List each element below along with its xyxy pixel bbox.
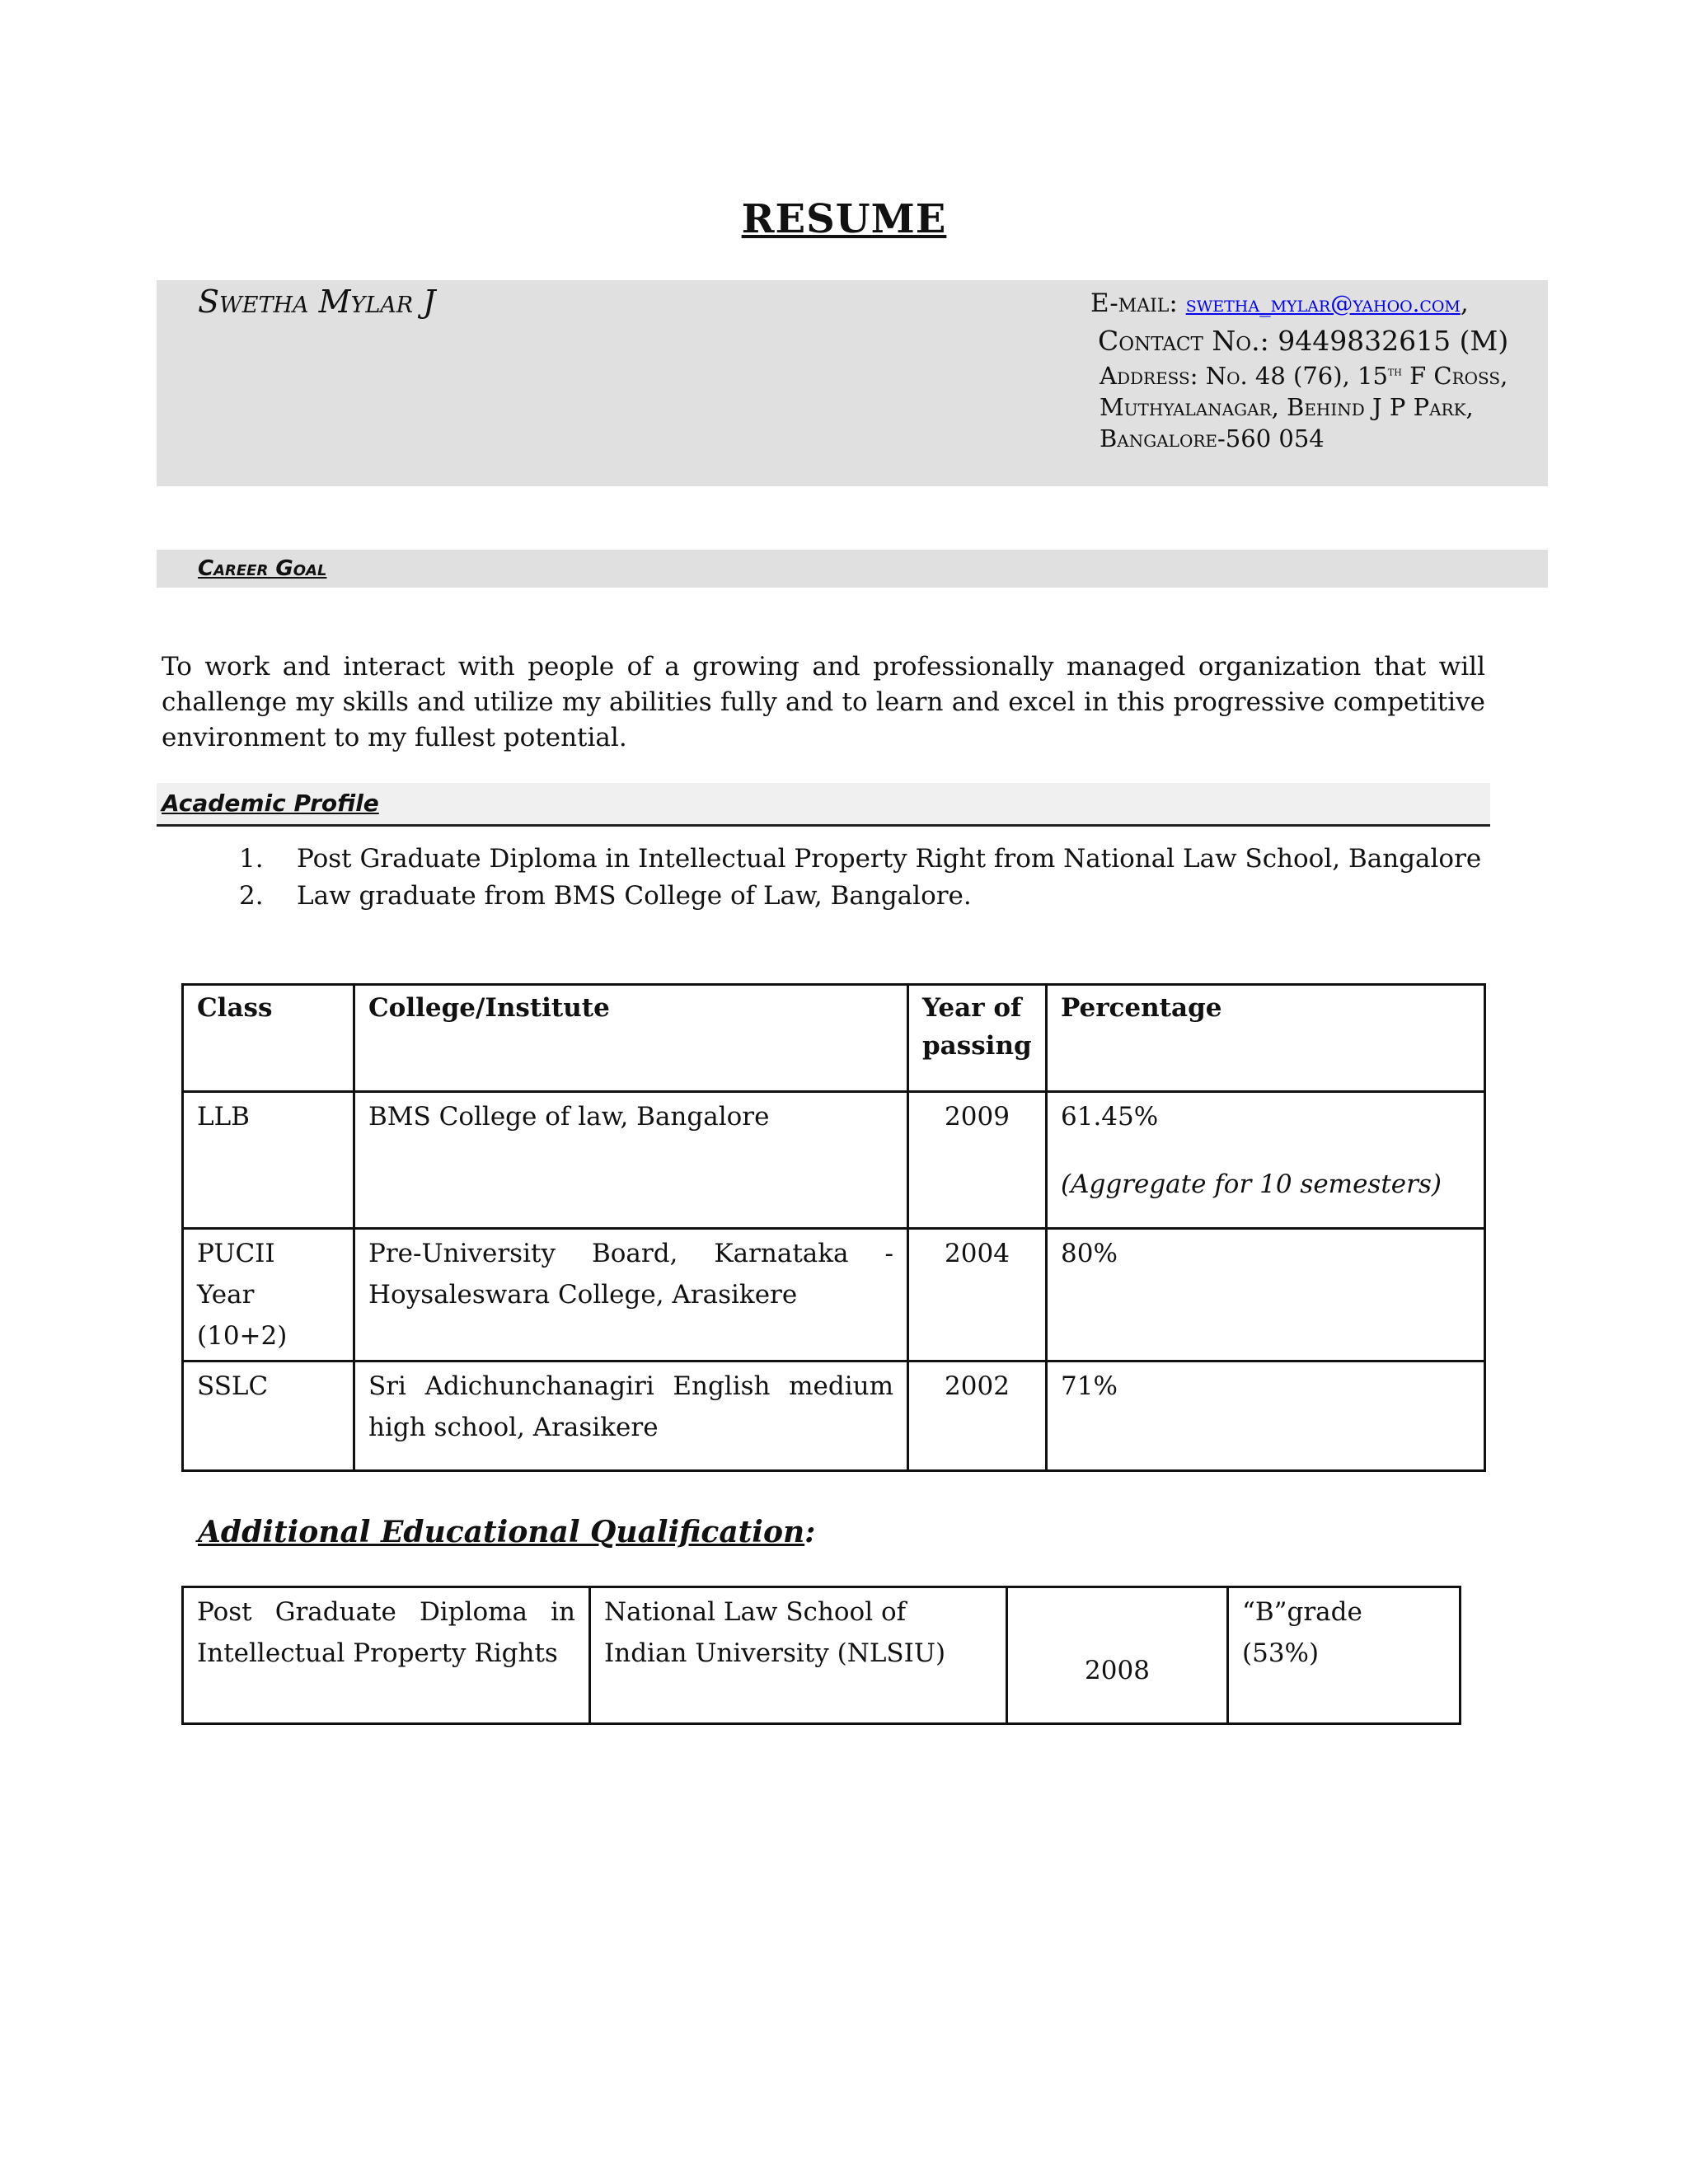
contact-label: Contact No.: <box>1098 325 1269 357</box>
academic-profile-list <box>239 841 1481 915</box>
address-line-1 <box>1100 362 1507 390</box>
email-suffix: , <box>1460 288 1469 318</box>
list-item-text: Law graduate from BMS College of Law, Bangalore. <box>297 881 972 911</box>
email-line <box>1090 288 1469 318</box>
list-item <box>239 878 1481 915</box>
page-title: RESUME <box>741 196 947 242</box>
additional-heading-text: Additional Educational Qualification <box>198 1515 805 1549</box>
address-line-3: Bangalore-560 054 <box>1100 424 1325 452</box>
email-link[interactable]: swetha_mylar@yahoo.com <box>1185 292 1461 317</box>
candidate-name: Swetha Mylar J <box>198 284 436 320</box>
address-line-1-end: F Cross, <box>1409 362 1508 390</box>
list-number: 2. <box>239 881 264 911</box>
career-goal-band <box>157 550 1548 588</box>
contact-number <box>1098 325 1508 357</box>
table-row <box>183 1361 1485 1471</box>
education-table <box>181 983 1486 1472</box>
header-institute: College/Institute <box>354 985 908 1092</box>
career-goal-heading: Career Goal <box>198 556 327 581</box>
address-line-1-text: No. 48 (76), 15 <box>1205 362 1388 390</box>
table-row <box>183 1092 1485 1229</box>
cell-class: PUCII Year (10+2) <box>183 1229 354 1361</box>
cell-year: 2008 <box>1007 1587 1228 1724</box>
cell-year: 2009 <box>908 1092 1047 1229</box>
header-year: Year of passing <box>908 985 1047 1092</box>
table-row <box>183 1229 1485 1361</box>
percentage-note: (Aggregate for 10 semesters) <box>1061 1169 1442 1199</box>
email-label: E-mail: <box>1090 288 1178 318</box>
cell-percentage: 80% <box>1047 1229 1485 1361</box>
cell-class: LLB <box>183 1092 354 1229</box>
cell-course: Post Graduate Diploma in Intellectual Property Rights <box>183 1587 590 1724</box>
table-row <box>183 1587 1461 1724</box>
header-percentage: Percentage <box>1047 985 1485 1092</box>
cell-institute: Sri Adichunchanagiri English medium high school, Arasikere <box>354 1361 908 1471</box>
cell-grade: “B”grade (53%) <box>1228 1587 1461 1724</box>
address-ordinal: th <box>1387 363 1402 379</box>
header-class: Class <box>183 985 354 1092</box>
cell-class: SSLC <box>183 1361 354 1471</box>
cell-percentage: 71% <box>1047 1361 1485 1471</box>
address-line-2: Muthyalanagar, Behind J P Park, <box>1100 393 1474 421</box>
cell-institute: Pre-University Board, Karnataka - Hoysaleswara College, Arasikere <box>354 1229 908 1361</box>
additional-qualification-heading <box>198 1515 815 1549</box>
table-header-row <box>183 985 1485 1092</box>
additional-qualification-table <box>181 1586 1461 1725</box>
list-item <box>239 841 1481 878</box>
cell-institute: BMS College of law, Bangalore <box>354 1092 908 1229</box>
contact-value: 9449832615 (M) <box>1278 325 1509 357</box>
cell-institute: National Law School of Indian University (NLSIU) <box>590 1587 1007 1724</box>
list-number: 1. <box>239 844 264 874</box>
career-goal-text: To work and interact with people of a growing and professionally managed organization that will challenge my skills and utilize my abilities fully and to learn and excel in this progressive competitive environment to my fullest potential. <box>162 652 1485 752</box>
cell-year: 2002 <box>908 1361 1047 1471</box>
additional-heading-suffix: : <box>804 1515 816 1549</box>
address-label: Address: <box>1100 362 1198 390</box>
cell-percentage <box>1047 1092 1485 1229</box>
cell-year: 2004 <box>908 1229 1047 1361</box>
list-item-text: Post Graduate Diploma in Intellectual Property Right from National Law School, Bangalore <box>297 844 1482 874</box>
academic-profile-heading: Academic Profile <box>162 790 379 817</box>
percentage-value: 61.45% <box>1061 1102 1159 1132</box>
